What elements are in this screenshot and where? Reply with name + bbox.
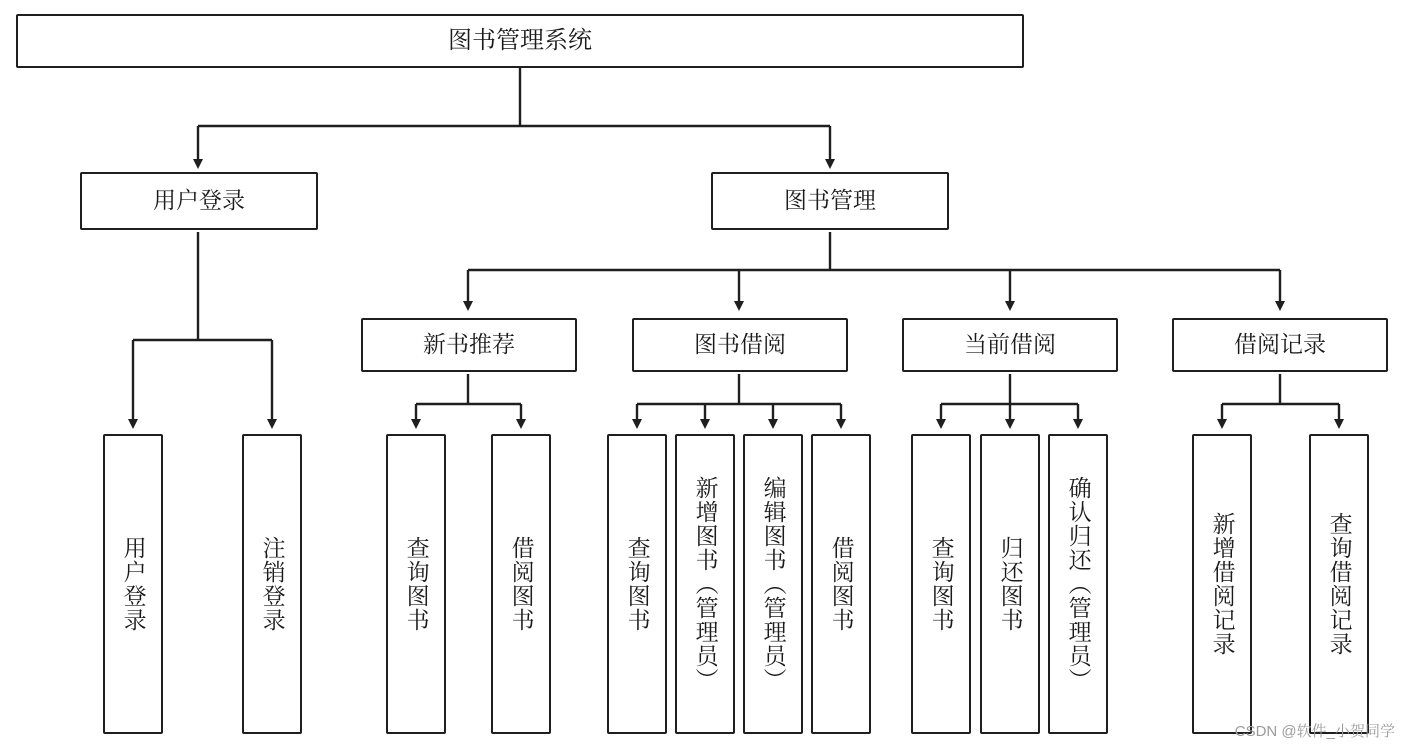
node-label: 新书推荐: [423, 331, 515, 358]
leaf-user-logout[interactable]: [242, 434, 302, 734]
leaf-confirm-return[interactable]: [1048, 434, 1108, 734]
leaf-edit-book[interactable]: [743, 434, 803, 734]
leaf-borrow-book-1[interactable]: [491, 434, 551, 734]
node-label: 当前借阅: [964, 331, 1056, 358]
node-user-login-module[interactable]: [80, 172, 318, 230]
leaf-query-borrow-record[interactable]: [1309, 434, 1369, 734]
leaf-user-login[interactable]: [103, 434, 163, 734]
node-book-borrow[interactable]: [632, 318, 848, 372]
node-new-book-recommend[interactable]: [361, 318, 577, 372]
leaf-add-borrow-record[interactable]: [1192, 434, 1252, 734]
node-label: 借阅记录: [1234, 331, 1326, 358]
node-label: 借阅图书: [828, 536, 855, 632]
leaf-query-book-2[interactable]: [607, 434, 667, 734]
node-label: 查询图书: [403, 536, 430, 632]
node-label: 用户登录: [120, 536, 147, 632]
leaf-query-book-3[interactable]: [911, 434, 971, 734]
watermark: CSDN @软件_小贺同学: [1234, 723, 1395, 740]
node-label: 用户登录: [153, 187, 245, 214]
node-label: 图书管理: [784, 187, 876, 214]
node-label: 借阅图书: [508, 536, 535, 632]
node-borrow-record[interactable]: [1172, 318, 1388, 372]
node-label: 查询图书: [624, 536, 651, 632]
node-label: 新增借阅记录: [1209, 512, 1236, 656]
node-root-label: 图书管理系统: [448, 26, 592, 54]
node-label: 图书借阅: [694, 331, 786, 358]
node-label: 确认归还（管理员）: [1065, 476, 1092, 692]
node-root[interactable]: [16, 14, 1024, 68]
leaf-add-book[interactable]: [675, 434, 735, 734]
node-label: 查询图书: [928, 536, 955, 632]
node-label: 注销登录: [259, 536, 286, 632]
leaf-query-book-1[interactable]: [386, 434, 446, 734]
node-label: 归还图书: [997, 536, 1024, 632]
node-label: 查询借阅记录: [1326, 512, 1353, 656]
node-book-manage-module[interactable]: [711, 172, 949, 230]
node-label: 新增图书（管理员）: [692, 476, 719, 692]
node-current-borrow[interactable]: [902, 318, 1118, 372]
node-label: 编辑图书（管理员）: [760, 476, 787, 692]
leaf-return-book[interactable]: [980, 434, 1040, 734]
leaf-borrow-book-2[interactable]: [811, 434, 871, 734]
